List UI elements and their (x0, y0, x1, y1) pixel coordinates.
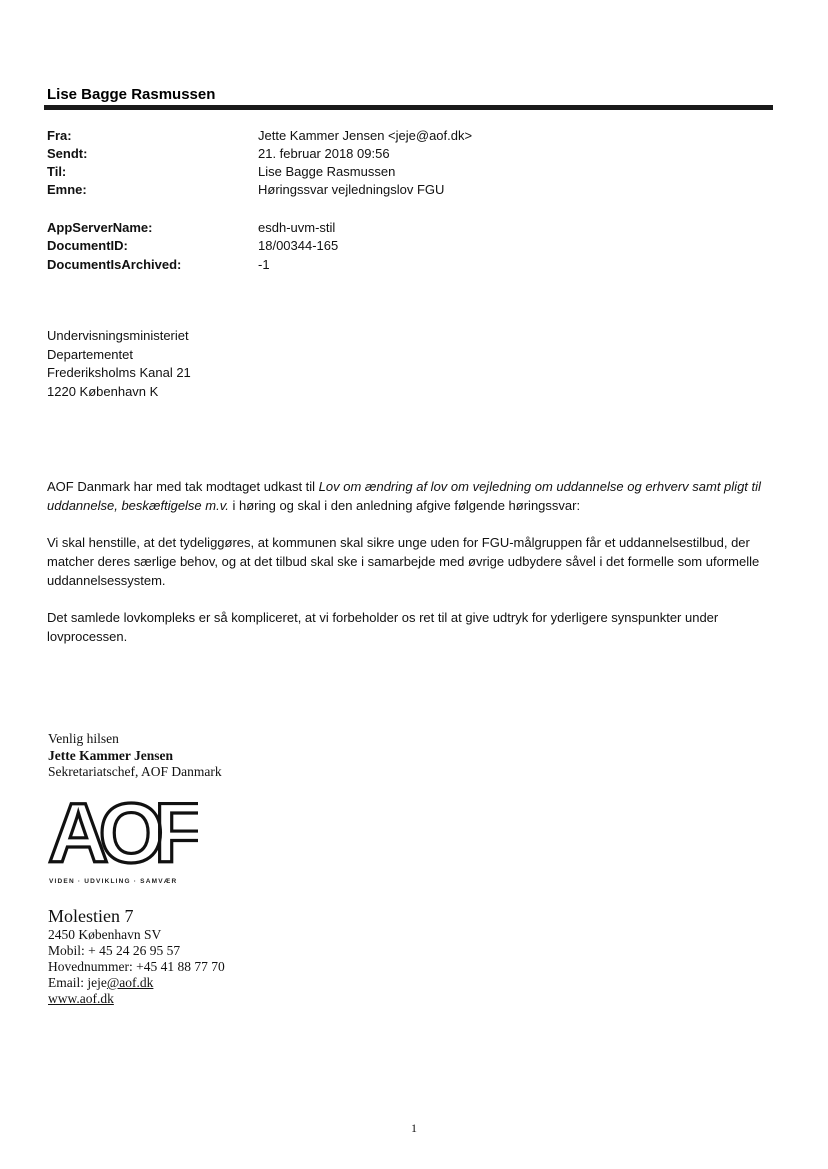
meta-label-from: Fra: (47, 128, 72, 143)
meta-label-documentid: DocumentID: (47, 238, 128, 253)
p1-text-end: i høring og skal i den anledning afgive følgende høringssvar: (228, 498, 581, 513)
heading-rule (44, 105, 773, 110)
signature-name: Jette Kammer Jensen (48, 747, 173, 763)
website-link[interactable]: www.aof.dk (48, 991, 114, 1006)
contact-mobile: Mobil: + 45 24 26 95 57 (48, 943, 181, 958)
contact-main-phone: Hovednummer: +45 41 88 77 70 (48, 959, 225, 974)
recipient-address (47, 327, 191, 402)
body-paragraph-3: Det samlede lovkompleks er så kompliceret, at vi forbeholder os ret til at give udtryk for yderligere synspunkter under lovprocessen. (47, 610, 719, 644)
contact-street: Molestien 7 (48, 906, 134, 926)
p1-law-title: Lov om ændring af lov om vejledning om uddannelse og erhverv samt pligt til uddannelse, beskæftigelse m.v. (47, 479, 761, 513)
meta-value-archived: -1 (258, 257, 270, 272)
meta-label-archived: DocumentIsArchived: (47, 257, 182, 272)
meta-value-appserver: esdh-uvm-stil (258, 220, 336, 235)
address-line: Departementet (47, 346, 133, 362)
address-line: 1220 København K (47, 384, 159, 400)
meta-label-subject: Emne: (47, 182, 87, 197)
contact-email (48, 975, 225, 991)
meta-label-sent: Sendt: (47, 146, 88, 161)
aof-logo (46, 796, 198, 875)
address-line: Frederiksholms Kanal 21 (47, 365, 191, 381)
meta-label-appserver: AppServerName: (47, 220, 153, 235)
p1-text: AOF Danmark har med tak modtaget udkast til (47, 479, 319, 494)
address-line: Undervisningsministeriet (47, 328, 189, 343)
signature-title: Sekretariatschef, AOF Danmark (48, 764, 222, 779)
contact-city: 2450 København SV (48, 927, 162, 942)
page-number: 1 (411, 1121, 417, 1135)
meta-label-to: Til: (47, 164, 67, 179)
meta-value-subject: Høringssvar vejledningslov FGU (258, 182, 445, 197)
meta-value-from: Jette Kammer Jensen <jeje@aof.dk> (258, 128, 473, 143)
meta-value-to: Lise Bagge Rasmussen (258, 164, 396, 179)
meta-value-documentid: 18/00344-165 (258, 238, 339, 253)
aof-logo-graphic (46, 796, 198, 870)
signature-greeting: Venlig hilsen (48, 731, 119, 746)
body-paragraph-1 (47, 477, 782, 515)
meta-value-sent: 21. februar 2018 09:56 (258, 146, 390, 161)
body-paragraph-2: Vi skal henstille, at det tydeliggøres, at kommunen skal sikre unge uden for FGU-målgruppen får et uddannelsestilbud, der matcher deres særlige behov, og at det tilbud skal ske i samarbejde med øvrige udbydere såvel i det formelle som uformelle uddannelsessystem. (47, 535, 760, 588)
signature-block (48, 731, 222, 781)
aof-logo-text: AOF (48, 796, 196, 870)
sender-heading: Lise Bagge Rasmussen (47, 86, 216, 103)
logo-tagline: VIDEN · UDVIKLING · SAMVÆR (49, 878, 178, 885)
email-prefix: Email: jeje (48, 975, 107, 990)
email-link[interactable]: @aof.dk (106, 975, 154, 990)
contact-block (48, 905, 225, 1007)
